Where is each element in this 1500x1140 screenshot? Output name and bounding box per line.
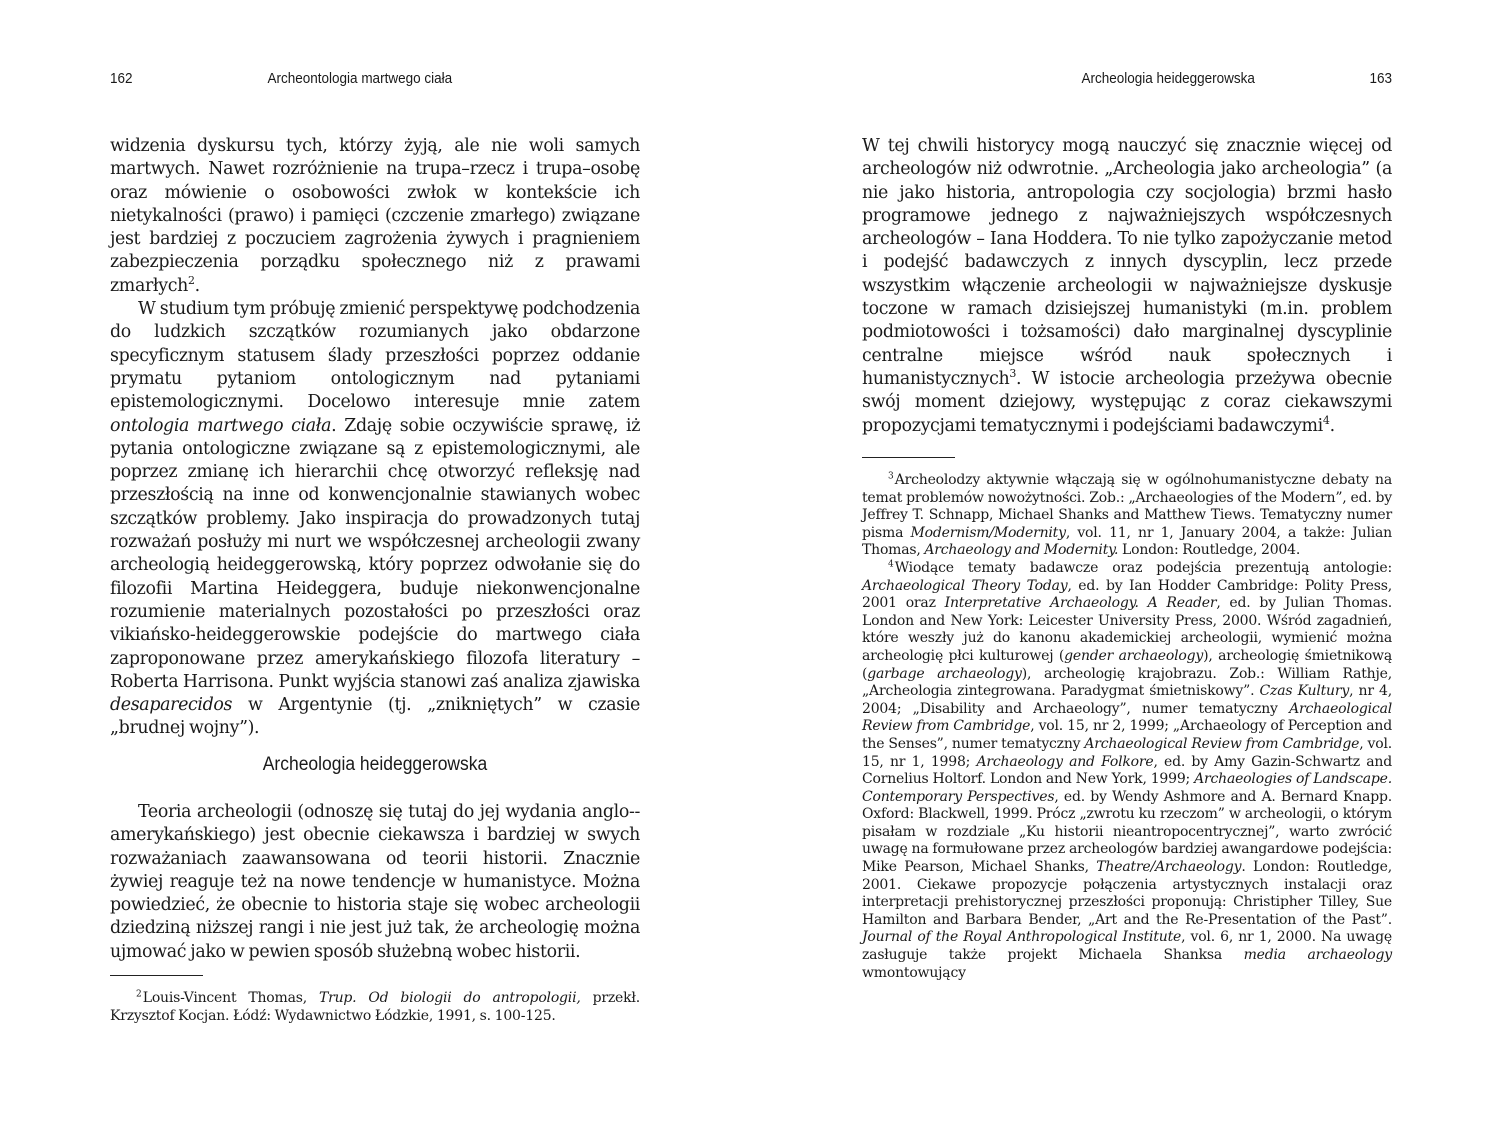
page-number: 163 [1369,70,1392,87]
footnote-number: 4 [888,559,894,570]
section-title: Archeologia heideggerowska [262,754,488,775]
footnote: $^4$ Wiodące tematy badawcze oraz podejścia prezentują antologie: Archaeological Theory Today, ed. by Ian Hodder Cambridge: Polity Press, 2001 oraz Interpretative Archaeology. A Reader, ed. by Julian Thomas. London and New York: Leicester University Press, 2000. Wśród zagadnień, które weszły już do kanonu akademickiej archeologii, wymienić można archeologię płci kulturowej (gender archaeology), archeologię śmietnikową (garbage archaeology), archeologię krajobrazu. Zob.: William Rathje, „Archeologia zintegrowana. Paradygmat śmietniskowy”. Czas Kultury, nr 4, 2004; „Disability and Archaeology”, numer tematyczny Archaeological Review from Cambridge, vol. 15, nr 2, 1999; „Archaeology of Perception and the Senses”, numer tematyczny Archaeological Review from Cambridge, vol. 15, nr 1, 1998; Archaeology and Folkore, ed. by Amy Gazin-Schwartz and Cornelius Holtorf. London and New York, 1999; Archaeologies of Landscape. Contemporary Perspectives, ed. by Wendy Ashmore and A. Bernard Knapp. Oxford: Blackwell, 1999. Prócz „zwrotu ku rzeczom” w archeologii, o którym pisałam w rozdziale „Ku historii nieantropocentrycznej”, warto zwrócić uwagę na formułowane przez archeologów bardziej awangardowe podejścia: Mike Pearson, Michael Shanks, Theatre/Archaeology. London: Routledge, 2001. Ciekawe propozycje połączenia artystycznych instalacji oraz interpretacji prehistorycznej przeszłości proponują: Christipher Tilley, Sue Hamilton and Barbara Bender, „Art and the Re-Presentation of the Past”. Journal of the Royal Anthropological Institute, vol. 6, nr 1, 2000. Na uwagę zasługuje także projekt Michaela Shanksa media archaeology wmontowujący [862,559,1392,981]
running-title: Archeontologia martwego ciała [267,70,453,87]
footnote-number: 2 [136,989,142,1000]
footnote-rule [862,457,955,458]
footnotes [110,990,640,1025]
body-text-bottom [110,801,640,964]
paragraph: widzenia dyskursu tych, którzy żyją, ale nie woli samych martwych. Nawet rozróżnienie na trupa–rzecz i trupa–osobę oraz mówienie o osobowości zwłok w kontekście ich nietykalności (prawo) i pamięci (czczenie zmarłego) związane jest bardziej z poczuciem zagrożenia żywych i pragnieniem zabezpieczenia porządku społecznego niż z prawami zmarłych$^2$. [110,136,640,296]
footnote: $^2$ Louis-Vincent Thomas, Trup. Od biologii do antropologii, przekł. Krzysztof Kocjan. Łódź: Wydawnictwo Łódzkie, 1991, s. 100-125. [110,989,640,1024]
body-text-top [110,135,640,741]
footnote: $^3$ Archeolodzy aktywnie włączają się w ogólnohumanistyczne debaty na temat problemów nowożytności. Zob.: „Archaeologies of the Modern”, ed. by Jeffrey T. Schnapp, Michael Shanks and Matthew Tiews. Tematyczny numer pisma Modernism/Modernity, vol. 11, nr 1, January 2004, a także: Julian Thomas, Archaeology and Modernity. London: Routledge, 2004. [862,471,1393,559]
left-page-header [110,70,587,94]
body-text [862,135,1392,438]
paragraph: W tej chwili historycy mogą nauczyć się znacznie więcej od archeologów niż odwrotnie. „Archeologia jako archeologia” (a nie jako historia, antropologia czy socjologia) brzmi hasło programowe jednego z najważniejszych współczesnych archeologów – Iana Hoddera. To nie tylko zapożyczanie metod i podejść badawczych z innych dyscyplin, lecz przede wszystkim włączenie archeologii w najważniejsze dyskusje toczone w ramach dzisiejszej humanistyki (m.in. problem podmiotowości i tożsamości) dało marginalnej dyscyplinie centralne miejsce wśród nauk społecznych i humanistycznych$^3$. W istocie archeologia przeżywa obecnie swój moment dziejowy, występując z coraz ciekawszymi propozycjami tematycznymi i podejściami badawczymi$^4$. [862,136,1392,436]
footnotes [862,472,1392,982]
paragraph: Teoria archeologii (odnoszę się tutaj do jej wydania anglo--amerykańskiego) jest obecnie ciekawsza i bardziej w swych rozważaniach zaawansowana od teorii historii. Znacznie żywiej reaguje też na nowe tendencje w humanistyce. Można powiedzieć, że obecnie to historia staje się wobec archeologii dziedziną niższej rangi i nie jest już tak, że archeologię można ujmować jako w pewien sposób służebną wobec historii. [110,802,640,962]
footnote-number: 3 [888,471,894,482]
footnote-rule [110,975,203,976]
running-title: Archeologia heideggerowska [1081,70,1255,87]
right-page [862,0,1392,1140]
right-page-header [915,70,1392,94]
paragraph: W studium tym próbuję zmienić perspektywę podchodzenia do ludzkich szczątków rozumianych jako obdarzone specyficznym statusem ślady przeszłości poprzez oddanie prymatu pytaniom ontologicznym nad pytaniami epistemologicznymi. Docelowo interesuje mnie zatem ontologia martwego ciała. Zdaję sobie oczywiście sprawę, iż pytania ontologiczne związane są z epistemologicznymi, ale poprzez zmianę ich hierarchii chcę otworzyć refleksję nad przeszłością na inne od konwencjonalnie stawianych wobec szczątków problemy. Jako inspiracja do prowadzonych tutaj rozważań posłuży mi nurt we współczesnej archeologii zwany archeologią heideggerowską, który poprzez odwołanie się do filozofii Martina Heideggera, buduje niekonwencjonalne rozumienie materialnych pozostałości po przeszłości oraz vikiańsko-heideggerowskie podejście do martwego ciała zaproponowane przez amerykańskiego filozofa literatury – Roberta Harrisona. Punkt wyjścia stanowi zaś analiza zjawiska desaparecidos w Argentynie (tj. „znikniętych” w czasie „brudnej wojny”). [110,299,641,739]
left-page [110,0,640,1140]
page-number: 162 [110,70,133,87]
